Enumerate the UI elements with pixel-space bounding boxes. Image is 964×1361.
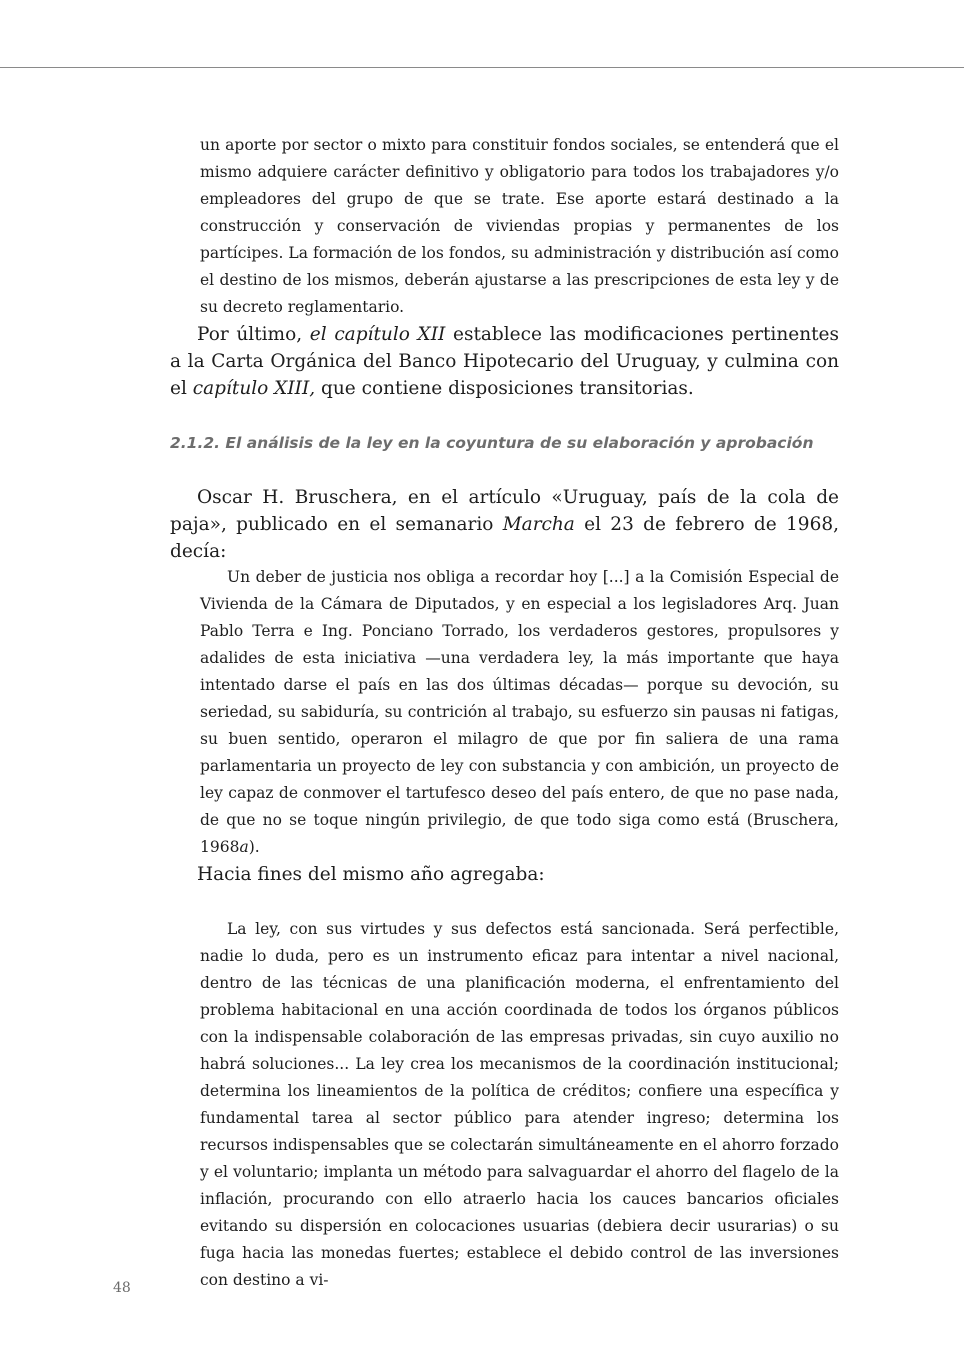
quote-paragraph [200, 564, 839, 861]
block-quote-bruschera-2 [200, 916, 839, 1294]
italic-run: Marcha [502, 514, 575, 535]
quote-paragraph: La ley, con sus virtudes y sus defectos está sancionada. Será perfectible, nadie lo duda, pero es un instrumento eficaz para intentar a nivel nacional, dentro de las técnicas de una planificación moderna, el enfrentamiento del problema habitacional en una acción coordinada de todos los órganos públicos con la indispensable colaboración de las empresas privadas, sin cuyo auxilio no habrá soluciones... La ley crea los mecanismos de la coordinación institucional; determina los lineamientos de la política de créditos; confiere una específica y fundamental tarea al sector público para atender ingreso; determina los recursos indispensables que se colectarán simultáneamente en el ahorro forzado y el voluntario; implanta un método para salvaguardar el ahorro del flagelo de la inflación, procurando con ello atraerlo hacia los cauces bancarios oficiales evitando su dispersión en colocaciones usuarias (debiera decir usurarias) o su fuga hacia las monedas fuertes; establece el debido control de las inversiones con destino a vi- [200, 920, 839, 1289]
body-paragraph-transition: Hacia fines del mismo año agregaba: [197, 864, 545, 885]
block-quote-bruschera-1 [200, 564, 839, 861]
quote-text: Un deber de justicia nos obliga a recordar hoy [...] a la Comisión Especial de Vivienda de la Cámara de Diputados, y en especial a los legisladores Arq. Juan Pablo Terra e Ing. Ponciano Torrado, los verdaderos gestores, propulsores y adalides de esta iniciativa —una verdadera ley, la más importante que haya intentado darse el país en las dos últimas décadas— porque su devoción, su seriedad, su sabiduría, su contrición al trabajo, su esfuerzo sin pausas ni fatigas, su buen sentido, operaron el milagro de que por fin saliera de una rama parlamentaria un proyecto de ley con substancia y con ambición, un proyecto de ley capaz de conmover el tartufesco deseo del país entero, de que no pase nada, de que no se toque ningún privilegio, de que todo siga como está (Bruschera, 1968 [200, 568, 839, 856]
text-run: establece las modificaciones pertinentes a la Carta Orgánica del Banco Hipotecario del Uruguay, y culmina con el [170, 324, 839, 399]
header-rule [0, 67, 964, 68]
citation-closing: ). [248, 838, 260, 856]
page-number: 48 [113, 1280, 131, 1296]
quote-paragraph: un aporte por sector o mixto para constituir fondos sociales, se entenderá que el mismo adquiere carácter definitivo y obligatorio para todos los trabajadores y/o empleadores del grupo de que se trate. Ese aporte estará destinado a la construcción y conservación de viviendas propias y permanentes de los partícipes. La formación de los fondos, su administración y distribución así como el destino de los mismos, deberán ajustarse a las prescripciones de esta ley y de su decreto reglamentario. [200, 136, 839, 316]
body-paragraph-bruschera [170, 484, 839, 565]
block-quote-continued [200, 132, 839, 321]
text-run: el 23 de febrero de 1968, decía: [170, 514, 839, 562]
section-heading: 2.1.2. El análisis de la ley en la coyuntura de su elaboración y aprobación [170, 434, 814, 452]
text-run: Por último, [197, 324, 310, 345]
italic-run: el capítulo XII [309, 324, 446, 345]
text-run: Oscar H. Bruschera, en el artículo «Uruguay, país de la cola de paja», publicado en el semanario [170, 487, 839, 535]
citation-suffix: a [239, 838, 249, 856]
text-run: que contiene disposiciones transitorias. [315, 378, 694, 399]
italic-run: capítulo XIII, [192, 378, 316, 399]
body-paragraph-chapters [170, 321, 839, 402]
